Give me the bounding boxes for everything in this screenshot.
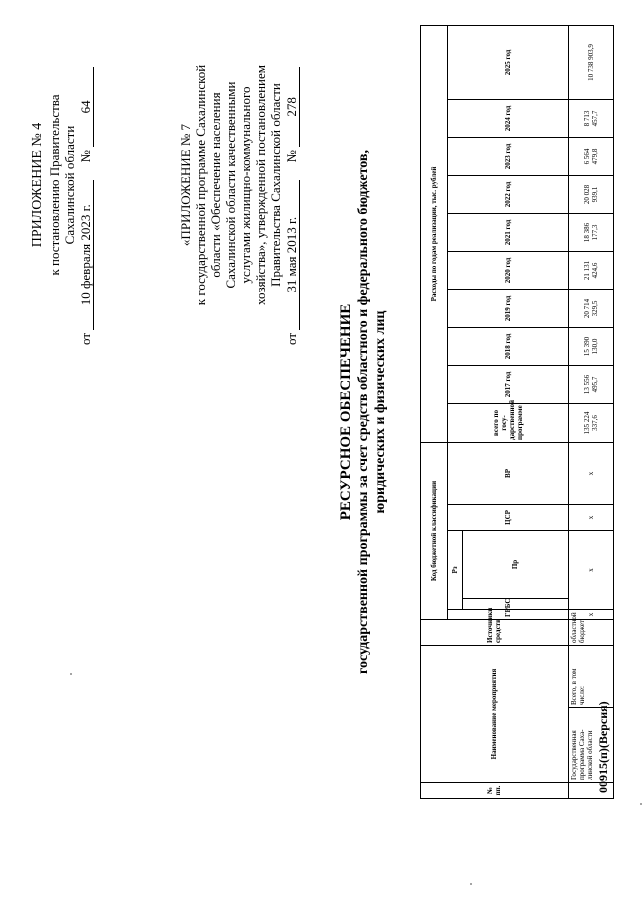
cell-sub: Всего, в том числе: — [568, 645, 613, 707]
header-year: 2019 год — [448, 289, 568, 327]
appendix-top-title: ПРИЛОЖЕНИЕ № 4 — [30, 122, 45, 248]
header-rz-sub — [463, 598, 568, 609]
header-vr: ВР — [448, 442, 568, 504]
header-name: Наименование мероприятия — [421, 645, 569, 782]
appendix-prev-title: «ПРИЛОЖЕНИЕ № 7 — [178, 123, 193, 247]
cell-name: Государственная программа Саха-линской области — [568, 708, 613, 783]
resource-table — [420, 25, 614, 799]
appendix-prev-no-label: № — [284, 150, 299, 163]
header-total: всего по госу-дарственной программе — [448, 403, 568, 442]
appendix-prev-date: 31 мая 2013 г. — [284, 180, 300, 330]
header-year: 2020 год — [448, 251, 568, 289]
header-year: 2024 год — [448, 99, 568, 137]
appendix-top-date-line — [78, 25, 94, 345]
appendix-top-line2: Сахалинской области — [62, 125, 77, 245]
footer-version: 00915(п)(Версия) — [596, 701, 610, 793]
cell-value: 20 028 939,1 — [568, 175, 613, 213]
heading-title: РЕСУРСНОЕ ОБЕСПЕЧЕНИЕ — [338, 303, 354, 521]
appendix-top-line1: к постановлению Правительства — [47, 94, 62, 276]
header-year: 2025 год — [448, 26, 568, 100]
header-grbs: ГРБС — [448, 609, 568, 619]
header-expenses: Расходы по годам реализации, тыс. рублей — [421, 26, 448, 443]
appendix-top-number: 64 — [78, 67, 94, 147]
cell-value: 15 390 130,0 — [568, 327, 613, 365]
header-budget-code: Код бюджетной классификации — [421, 442, 448, 619]
header-year: 2017 год — [448, 365, 568, 403]
appendix-top — [30, 25, 94, 345]
header-pr: Пр — [463, 530, 568, 598]
cell-grbs: x — [568, 609, 613, 619]
header-source: Источники средств — [421, 619, 569, 645]
appendix-prev-ot: от — [284, 332, 299, 345]
heading-subtitle-2: юридических и физических лиц — [373, 310, 388, 514]
cell-total: 135 224 337,6 — [568, 403, 613, 442]
appendix-prev-line: области «Обеспечение населения — [208, 92, 223, 278]
cell-csr: x — [568, 504, 613, 530]
appendix-top-date: 10 февраля 2023 г. — [78, 180, 94, 330]
header-num: № пп. — [421, 783, 569, 799]
header-rz: Рз — [448, 530, 463, 609]
header-year: 2021 год — [448, 213, 568, 251]
cell-value: 8 713 457,7 — [568, 99, 613, 137]
cell-value: 20 714 329,5 — [568, 289, 613, 327]
cell-rzpr: x — [568, 530, 613, 609]
cell-value: 6 564 479,8 — [568, 137, 613, 175]
appendix-prev-line: хозяйства», утвержденной постановлением — [253, 64, 268, 306]
document-heading — [338, 25, 389, 799]
appendix-prev-line: Сахалинской области качественными — [223, 81, 238, 289]
cell-vr: x — [568, 442, 613, 504]
scan-speck — [470, 883, 472, 885]
header-year: 2018 год — [448, 327, 568, 365]
appendix-prev-date-line — [284, 25, 300, 345]
cell-value: 18 386 177,3 — [568, 213, 613, 251]
appendix-prev-number: 278 — [284, 67, 300, 147]
heading-subtitle-1: государственной программы за счет средств областного и федерального бюджетов, — [356, 150, 371, 674]
appendix-top-ot: от — [78, 332, 93, 345]
header-csr: ЦСР — [448, 504, 568, 530]
cell-source: областной бюджет — [568, 619, 613, 645]
cell-value: 10 738 903,9 — [568, 26, 613, 100]
scan-speck — [70, 673, 72, 675]
appendix-prev-line: к государственной программе Сахалинской — [193, 64, 208, 306]
appendix-prev — [178, 25, 300, 345]
cell-value: 13 556 495,7 — [568, 365, 613, 403]
header-year: 2023 год — [448, 137, 568, 175]
appendix-prev-line: Правительства Сахалинской области — [268, 83, 283, 287]
appendix-prev-line: услугами жилищно-коммунального — [238, 86, 253, 284]
appendix-top-no-label: № — [78, 150, 93, 163]
table-row — [568, 26, 613, 799]
cell-value: 21 131 424,6 — [568, 251, 613, 289]
header-year: 2022 год — [448, 175, 568, 213]
